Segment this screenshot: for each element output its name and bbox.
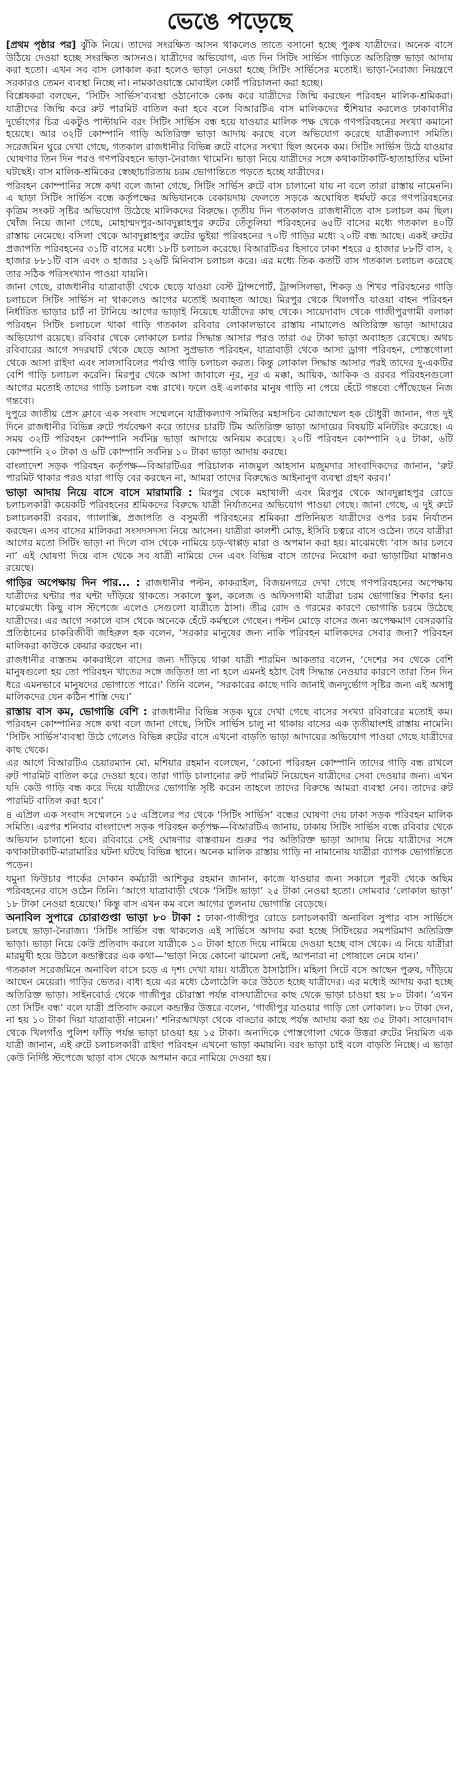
subheading-fewer-buses: রাস্তায় বাস কম, ভোগান্তি বেশি : bbox=[6, 705, 148, 718]
paragraph-3: পরিবহন কোম্পানির সঙ্গে কথা বলে জানা গেছে, সিটিং সার্ভিস রুটে বাস চালানো যায় না বলে তারা রাস্তায় নামেননি। এ ছাড়া সিটিং সার্ভিস বন্ধে কর্তৃপক্ষের অভিযানকে বেকায়দায় ফেলতে সড়কে অঘোষিত ধর্মঘট করে গণপরিবহনের কৃত্রিম সংকট সৃষ্টির অভিযোগ উঠেছে মালিকদের বিরুদ্ধে। তৃতীয় দিন গতকালও রাজধানীতে বাস চলাচল কম ছিল। খোঁজ নিয়ে জানা গেছে, মোহাম্মদপুর-আবদুল্লাহপুর রুটের তেঁতুলিয়া পরিবহনের ৬৫টি বাসের মধ্যে গতকাল ৪০টি রাস্তায় নেমেছে। বসিলা থেকে আবদুল্লাহপুর রুটের ভুইয়া পরিবহনের ৭০টি গাড়ির মধ্যে ২০টি বন্ধ আছে। একই রুটের প্রজাপতি পরিবহনের ৩১টি বাসের মধ্যে ১৮টি চলাচল করেছে। বিআরটিএর হিসাবে ঢাকা শহরে ৫ হাজার ৮৮টি বাস, ২ হাজার ৮৮১টি বাস এবং ৩ হাজার ১২৬টি মিনিবাস চলাচল করে। এর মধ্যে তিক কতটি বাস গতকাল চলাচল করেছে তার সঠিক পরিসংখ্যান পাওয়া যায়নি। bbox=[6, 180, 453, 280]
paragraph-14 bbox=[6, 912, 453, 963]
paragraph-10 bbox=[6, 706, 453, 757]
continuation-label: [প্রথম পৃষ্ঠার পর] bbox=[6, 40, 76, 51]
paragraph-2: বিশ্লেষকরা বলছেন, ‘সিটিং সার্ভিস’ব্যবস্থা ওঠানোকে কেন্দ্র করে যাত্রীদের জিম্মি করছেন পরিবহন মালিক-শ্রমিকরা। যাত্রীদের জিম্মি করে রুট পারমিট বাতিল করা হবে বলে বিআরটিএ বাস মালিকদের হুঁশিয়ার করলেও ঢাকাবাসীর দুর্ভোগের চিত্র একটুও পাল্টায়নি বরং সিটিং সার্ভিস বন্ধ হয়ে যাওয়ার মালিক পক্ষ থেকে গণপরিবহনের সংখ্যা কমানো হয়েছে। আর ৩২টি কোম্পানি গাড়ি অতিরিক্ত ভাড়া আদায় করছে বলে অভিযোগ করেছে যাত্রীকল্যাণ সমিতি। সরেজমিন ঘুরে দেখা গেছে, গতকাল রাজধানীর বিভিন্ন রুটে বাসের সংখ্যা ছিল অনেক কম। সিটিং সার্ভিস উঠে যাওয়ার ঘোষণার তিন দিন পরও গণপরিবহনে ভাড়া-নৈরাজ্য থামেনি। ভাড়া নিয়ে যাত্রীদের সঙ্গে কথাকাটাকাটি-হাতাহাতির ঘটনা ঘটছেই। বাস মালিক-শ্রমিকের স্বেচ্ছাচারিতায় চরম ভোগান্তিতে পড়তে হচ্ছে যাত্রীদের। bbox=[6, 91, 453, 178]
paragraph-7-text: মিরপুর থেকে মহাখালী এবং মিরপুর থেকে আবদুল্লাহপুর রোডে চলাচলকারী কয়েকটি পরিবহনের শ্রমিকদের বিরুদ্ধে যাত্রী নির্যাতনের অভিযোগ পাওয়া গেছে। জানা গেছে, এ দুই রুটে চলাচলকারী রবরব, গ্যালাক্সি, প্রজাপতি ও বসুমতী পরিবহনের শ্রমিকরা প্রতিনিয়ত যাত্রীদের ওপর চরম নির্যাতন করছেন। এসব বাসের মালিকরা সংসদসদস্য নিয়ে আসেন। যাত্রীরা কালশী মোড়, ইসিবি চত্বরে বাসে ওঠেন। তবে যাত্রীরা আগের মতো সিটিং ভাড়া না দিলে বাস থেকে নামিয়ে চড়-থাপ্পড় মারা ও অপমান করা হয়। মাঝেমধ্যে ‘বাস আর চলবে না’ এই ঘোষণা দিয়ে বাস থেকে সব যাত্রী নামিয়ে দেন এবং বিভিন্ন বাসে তাদের নিয়োগ করা ভাড়াটিয়া মাস্তানও রয়েছে। bbox=[6, 487, 453, 575]
paragraph-8-text: রাজধানীর পল্টন, কাকরাইল, বিজয়নগরে দেখা গেছে গণপরিবহনের অপেক্ষায় যাত্রীদের ঘন্টার পর ঘন্টা দাঁড়িয়ে থাকতে। সকালে স্কুল, কলেজ ও অফিসগামী যাত্রীরা চরম ভোগান্তির শিকার হন। মাঝেমধ্যে কিছু বাস স্টপেজে এলেও সেগুলো যাত্রীতে ঠাসা। তীব্র রোদ ও গরমের কারণে ভোগান্তি চরমে উঠেছে যাত্রীদের। এর আগে সকালে বাস থেকে অনেকে হেঁটে কর্মস্থলে গেছেন। পল্টন মোড়ে বাসের জন্য অপেক্ষমাণ বেসরকারি প্রতিষ্ঠানের চাকরিজীবী জহিরুল হক বলেন, ‘সরকার মানুষের জন্য নাকি পরিবহন মালিকদের সেবার জন্য? পরিবহন মালিকরা কাউকে কেয়ার করছেন না। bbox=[6, 577, 454, 652]
paragraph-11: এর আগে বিআরটিএ চেয়ারম্যান মো. মশিয়ার রহমান বলেছেন, ‘কোনো পরিবহন কোম্পানি তাদের গাড়ি বন্ধ রাখলে রুট পারমিট বাতিল করে দেওয়া হবে। তারা গাড়ি চালানোর রুট পারমিট নিয়েছেন যাত্রীদের সেবা দেওয়ার জন্য। এখন যদি কেউ গাড়ি বন্ধ করে দিয়ে যাত্রীদের ভোগান্তি সৃষ্টি করেন তাহলে তাদের বিরুদ্ধে আমরা ব্যবস্থা নেব। তাদের রুট পারমিট বাতিল করা হবে।’ bbox=[6, 758, 453, 808]
paragraph-12: ৪ এপ্রিল এক সংবাদ সম্মেলনে ১৫ এপ্রিলের পর থেকে ‘সিটিং সার্ভিস’ বন্ধের ঘোষণা দেয় ঢাকা সড়ক পরিবহন মালিক সমিতি। এরপর শনিবার বাংলাদেশ সড়ক পরিবহন কর্তৃপক্ষ—বিআরটিএ জানায়, ঢাকায় সিটিং সার্ভিস বন্ধে রবিবার থেকে অভিযান চালানো হবে। রবিবারে সেই ঘোষণার বাস্তবায়ন শুরুর পর অতিরিক্ত ভাড়া আদায় নিয়ে যাত্রীদের সঙ্গে কথাকাটাকাটি-মারামারির ঘটনা ঘটছে বিভিন্ন স্থানে। অনেক মালিক রাস্তায় গাড়ি না নামানোয় যাত্রীরা ব্যাপক ভোগান্তিতে পড়েন। bbox=[6, 809, 453, 871]
paragraph-13: যমুনা ফিউচার পার্কের দোকান কর্মচারী আশিকুর রহমান জানান, কাজে যাওয়ার জন্য সকালে পূরবী থেকে অছিম পরিবহনের বাসে ওঠেন তিনি। ‘আগে যাত্রাবাড়ী থেকে ‘সিটিং ভাড়া’ ২৫ টাকা নেওয়া হতো। সোমবার ‘লোকাল ভাড়া’ ১৮ টাকা নেওয়া হয়েছে।’ কিন্তু বাস এখন কম বলে আগের তুলনায় ভোগান্তি বেড়েছে। bbox=[6, 873, 453, 910]
article-headline: ভেঙে পড়েছে bbox=[166, 9, 293, 35]
paragraph-6: বাংলাদেশ সড়ক পরিবহন কর্তৃপক্ষ—বিআরটিএর পরিচালক নাজমুল আহসান মজুমদার সাংবাদিকদের জানান, ‘রুট পারমিট থাকার পরও যারা গাড়ি বের করছেন না, আমরা তাদের বিরুদ্ধেও আইনানুগ ব্যবস্থা গ্রহণ করব।’ bbox=[6, 460, 453, 485]
paragraph-10-text: রাজধানীর বিভিন্ন সড়ক ঘুরে দেখা গেছে বাসের সংখ্যা রবিবারের মতোই কম। পরিবহন কোম্পানির সঙ্গে কথা বলে জানা গেছে, সিটিং সার্ভিস চালু না থাকায় বাসের এক তৃতীয়াংশই রাস্তায় নামেনি। ‘সিটিং সার্ভিস’ব্যবস্থা উঠে গেলেও বিভিন্ন রুটের বাসে এখনো বাড়তি ভাড়া আদায়ের অভিযোগ পাওয়া গেছে যাত্রীদের কাছ থেকে। bbox=[6, 706, 453, 756]
subheading-waiting: গাড়ির অপেক্ষায় দিন পার... : bbox=[6, 576, 141, 589]
paragraph-1 bbox=[6, 40, 453, 90]
paragraph-8 bbox=[6, 577, 453, 654]
paragraph-9: রাজধানীর ব্যস্ততম কাকরাইলে বাসের জন্য দাঁড়িয়ে থাকা যাত্রী শারমিন আকতার বলেন, ‘দেশের সব থেকে বেশি মানুষগুলো হয় তো পরিবহন খাতের সঙ্গে জড়িত! তা না হলে এমনই হঠাৎ বৈধ সিদ্ধান্ত নেওয়ার কারণে তারা তিন দিন ধরে এমনভাবে মানুষদের ভোগাতে পারে।’ তিনি বলেন, ‘সরকারের কাছে দাবি জানাই জনদুর্ভোগ সৃষ্টির জন্য এই অসাধু মালিকদের যেন কঠিন শাস্তি দেয়।’ bbox=[6, 654, 453, 704]
paragraph-7 bbox=[6, 487, 453, 576]
subheading-anabil-fare: অনাবিল সুপারে চোরাগুপ্তা ভাড়া ৮০ টাকা : bbox=[6, 912, 201, 925]
paragraph-15: গতকাল সরেজমিনে অনাবিল বাসে চড়ে এ দৃশ্য দেখা যায়। যাত্রীতে ঠাসাঠাসি। মহিলা সিটে বসে আছেন পুরুষ, দাঁড়িয়ে আছেন মেয়েরা। গাড়ির ভেতর। বাধ্য হয়ে এর মধ্যে ঠেলাঠেলি করে উঠতে হচ্ছে যাত্রীদের। এর মধ্যেই আদায় করা হচ্ছে অতিরিক্ত ভাড়া। সাইনবোর্ড থেকে গাজীপুর চৌরাস্তা পর্যন্ত বাসযাত্রীদের কাছ থেকে ভাড়া চাওয়া হয় ৮০ টাকা। ‘এখন তো সিটিং বন্ধ’ বলে যাত্রী প্রতিবাদ করলে কন্ডাক্টর উত্তরে বলেন, ‘গাজীপুর যাওয়ার গাড়ি তো লোকাল। ৮০ টাকা দেন, না হয় ১০ টাকা দিয়া যাত্রাবাড়ী নামেন।’ শনিরআখড়া থেকে বাড্ডার কাছে পর্যন্ত আদায় করা হয় ৩৫ টাকা। সায়েদাবাদ থেকে খিলগাঁও পুলিশ ফাঁড়ি পর্যন্ত ভাড়া চাওয়া হয় ১৫ টাকা। অন্যদিকে পোস্তগোলা থেকে উত্তরা রুটের নিয়মিত এক যাত্রী জানান, এই রুটে চলাচলকারী রাইদা পরিবহন এখনো ভাড়া কমায়নি। বরং ভাড়া চাই বলে বাড়তি নিচ্ছে। এ ভাড়া কেউ নির্দিষ্ট স্টপেজে ছাড়া বাস থেকে অপমান করে নামিয়ে দেওয়া হয়। bbox=[6, 964, 453, 1064]
paragraph-1-text: ঝুঁকি নিয়ে। তাদের সংরক্ষিত আসন থাকলেও তাতে বসানো হচ্ছে পুরুষ যাত্রীদের। অনেক বাসে উঠিয়ে দেওয়া হচ্ছে সংরক্ষিত আসনও। যাত্রীদের অভিযোগ, এত দিন সিটিং সার্ভিস গাড়িতে অতিরিক্ত ভাড়া আদায় করা হতো। এখন সব বাস লোকাল করা হলেও ভাড়া নেওয়া হচ্ছে সিটিং সার্ভিসের মতোই। ভাড়া-নৈরাজ্য নিয়ন্ত্রণে সরকারও তেমন ব্যবস্থা নিচ্ছে না। নামকাওয়াস্তে মোবাইল কোর্ট পরিচালনা করা হচ্ছে। bbox=[6, 40, 454, 89]
paragraph-4: জানা গেছে, রাজধানীর যাত্রাবাড়ী থেকে ছেড়ে যাওয়া বেস্ট ট্রান্সপোর্ট, ট্রান্সসিলভা, শিকড় ও শিখর পরিবহনের গাড়ি চলাচলে সিটিং সার্ভিস না থাকলেও আগের মতোই অব্যাহত আছে। মিরপুর থেকে খিলগাঁও যাওয়া বাহন পরিবহন নির্ধারিত ভাড়ার চার্ট না টানিয়ে আগের ভাড়াই নিয়েছে যাত্রীদের কাছ থেকে। সায়েদাবাদ থেকে গাজীপুরগামী বলাকা পরিবহন সিটিং চলাচলে থাকা গাড়ি গতকাল রবিবার লোকালভাবে রাস্তায় নামালেও অতিরিক্ত ভাড়া আদায়ের অভিযোগ রয়েছে। রবিবার থেকে লোকালে চলার সিদ্ধান্ত আসার পরও তারা ৩৫ টাকা ভাড়া অব্যাহত রেখেছে। অথচ রবিবারের আগে সদরঘাট থেকে ছেড়ে আসা সুপ্রভাত পরিবহন, যাত্রাবাড়ী থেকে আসা ড্রাগা পরিবহন, পোস্তগোলা থেকে আসা রাইদা এবং সালসাবিলের পর্যাপ্ত গাড়ি চলাচল করত। কিন্তু লোকাল সিদ্ধান্ত আসার পরই তাদের দু-একটির বেশি গাড়ি চলাচল করেনি। মিরপুর থেকে আসা জাবালে নূর, নূর এ মক্কা, আয়িক, আকিক ও ররবর পরিবহনগুলো আগের মতোই তাদের গাড়ি চলাচল বন্ধ রাখে। ফলে ওই এলাকার মানুষ গাড়ি না পেয়ে হেঁটে গন্তব্যে পৌঁছেছেন নিজ গন্তব্যে। bbox=[6, 282, 453, 407]
paragraph-14-text: ঢাকা-গাজীপুর রোডে চলাচলকারী অনাবিল সুপার বাস সার্ভিসে চলছে ভাড়া-নৈরাজ্য। ‘সিটিং সার্ভিস বন্ধ থাকলেও এই সার্ভিসে আদায় করা হচ্ছে সিটিংয়ের সমপরিমাণ অতিরিক্ত ভাড়া। ভাড়া নিয়ে কেউ প্রতিবাদ করলে যাত্রীকে ১০ টাকা হাতে দিয়ে নামিয়ে দেওয়া হচ্ছে বাস থেকে। এ নিয়ে যাত্রীরা মারমুখী হয়ে উঠলে কন্ডাক্টরের এক কথা—‘ভাড়া নিয়ে কোনো ঝামেলা নেই, আপনারা না পোষালে নেমে যান।’ bbox=[6, 913, 453, 963]
paragraph-5: দুপুরে জাতীয় প্রেস ক্লাবে এক সংবাদ সম্মেলনে যাত্রীকল্যাণ সমিতির মহাসচিব মোজাম্মেল হক চৌধুরী জানান, গত দুই দিনে রাজধানীর বিভিন্ন রুটে পর্যবেক্ষণ করে তাদের চারটি টিম অতিরিক্ত ভাড়া আদায়ের বিষয়টি মনিটরিং করেছে। এ সময় ৩২টি পরিবহন কোম্পানি সর্বনিম্ন ভাড়া আদায়ে অনিয়ম করেছে। ২০টি পরিবহন কোম্পানি ২৫ টাকা, ৬টি কোম্পানি ২০ টাকা ও ৬টি কোম্পানি সর্বনিম্ন ১০ টাকা ভাড়া আদায় করছে। bbox=[6, 409, 453, 458]
subheading-fare-fights: ভাড়া আদায় নিয়ে বাসে বাসে মারামারি : bbox=[6, 486, 193, 499]
